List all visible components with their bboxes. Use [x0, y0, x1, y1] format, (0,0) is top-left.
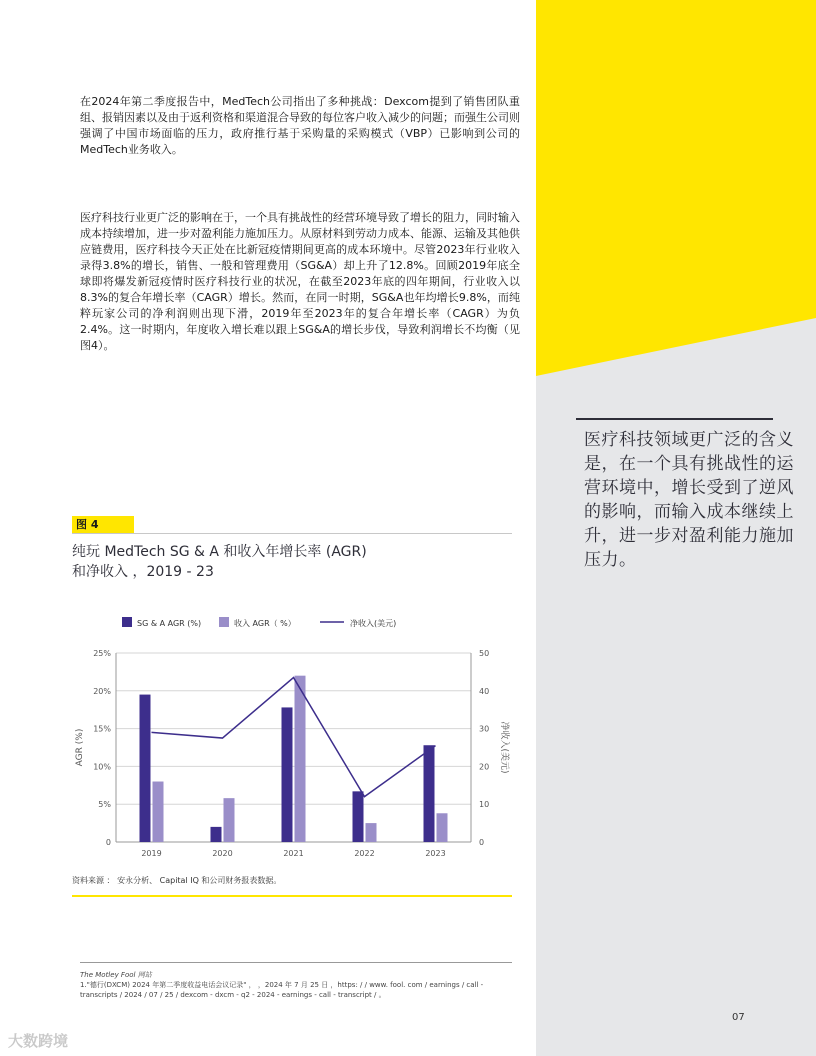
- bar-revenue: [153, 782, 164, 842]
- y-axis-label: AGR (%): [75, 728, 85, 767]
- y-tick-label: 25%: [93, 649, 111, 658]
- figure-title: [72, 542, 512, 582]
- paragraph-2: 医疗科技行业更广泛的影响在于，一个具有挑战性的经营环境导致了增长的阻力，同时输入成本持续增加，进一步对盈利能力施加压力。从原材料到劳动力成本、能源、运输及其他供应链费用，医疗科技今天正处在比新冠疫情期间更高的成本环境中。尽管2023年行业收入录得3.8%的增长，销售、一般和管理费用（SG&A）却上升了12.8%。回顾2019年底全球即将爆发新冠疫情时医疗科技行业的状况，在截至2023年底的四年期间，行业收入以8.3%的复合年增长率（CAGR）增长。然而，在同一时期，SG&A也年均增长9.8%，而纯粹玩家公司的净利润则出现下滑，2019年至2023年的复合年增长率（CAGR）为负2.4%。这一时期内，年度收入增长难以跟上SG&A的增长步伐，导致利润增长不均衡（见图4）。: [80, 211, 520, 352]
- y2-tick-label: 10: [479, 800, 490, 810]
- figure-divider: [72, 533, 512, 534]
- bar-sga: [353, 791, 364, 842]
- footnote-source: The Motley Fool 网站: [80, 971, 152, 979]
- pull-quote: 医疗科技领域更广泛的含义是，在一个具有挑战性的运营环境中，增长受到了逆风的影响，而输入成本继续上升，进一步对盈利能力施加压力。: [584, 430, 794, 570]
- x-tick-label: 2022: [354, 849, 375, 858]
- bar-revenue: [366, 823, 377, 842]
- footnote: [80, 970, 520, 1000]
- bar-revenue: [437, 813, 448, 842]
- bar-sga: [140, 695, 151, 842]
- page-number: 07: [732, 1012, 745, 1023]
- y-tick-label: 20%: [93, 686, 111, 696]
- bar-sga: [424, 745, 435, 842]
- footnote-divider: [80, 962, 512, 963]
- figure-source: 资料来源 ： 安永分析、 Capital IQ 和公司财务报表数据。: [72, 876, 282, 885]
- watermark: 大数跨境: [8, 1032, 69, 1050]
- y-tick-label: 0: [105, 838, 111, 847]
- figure-title-line1: 纯玩 MedTech SG & A 和收入年增长率 (AGR): [72, 544, 367, 560]
- y-tick-label: 10%: [93, 762, 111, 772]
- figure-bottom-rule: [72, 895, 512, 897]
- figure-title-line2: 和净收入 ，2019 - 23: [72, 564, 214, 580]
- y2-tick-label: 0: [479, 838, 485, 847]
- y2-tick-label: 20: [479, 762, 490, 772]
- figure-tag: 图 4: [72, 516, 134, 533]
- bar-sga: [211, 827, 222, 842]
- legend-label-revenue: 收入 AGR（ %）: [234, 619, 296, 628]
- legend-swatch-sga: [122, 617, 132, 627]
- chart: [66, 606, 509, 866]
- legend-swatch-revenue: [219, 617, 229, 627]
- quote-divider: [576, 418, 773, 420]
- paragraph-1: 在2024年第二季度报告中，MedTech公司指出了多种挑战：Dexcom提到了销售团队重组、报销因素以及由于返利资格和渠道混合导致的每位客户收入减少的问题；而强生公司则强调了中国市场面临的压力，政府推行基于采购量的采购模式（VBP）已影响到公司的MedTech业务收入。: [80, 95, 520, 156]
- bar-sga: [282, 707, 293, 842]
- legend-label-net-income: 净收入(美元): [350, 619, 397, 628]
- y-tick-label: 15%: [93, 724, 111, 734]
- bar-revenue: [295, 676, 306, 842]
- x-tick-label: 2021: [283, 849, 304, 858]
- legend-label-sga: SG & A AGR (%): [137, 619, 202, 628]
- x-tick-label: 2020: [212, 849, 233, 858]
- y2-tick-label: 50: [479, 649, 490, 658]
- y-tick-label: 5%: [98, 800, 111, 810]
- x-tick-label: 2023: [425, 849, 446, 858]
- bar-revenue: [224, 798, 235, 842]
- yellow-banner: [536, 0, 816, 380]
- x-tick-label: 2019: [141, 849, 162, 858]
- footnote-text: 1."德行(DXCM) 2024 年第二季度收益电话会议记录" ， ，2024 年 7 月 25 日 ，https: / / www. fool. com / earnings / call - transcripts / 2024 / 07 / 25 / dexcom - dxcm - q2 - 2024 - earnings - call - transcript / 。: [80, 981, 484, 999]
- y2-tick-label: 40: [479, 686, 490, 696]
- y2-tick-label: 30: [479, 724, 490, 734]
- net-income-line: [152, 678, 436, 797]
- y2-axis-label: 净收入(美元): [499, 721, 509, 774]
